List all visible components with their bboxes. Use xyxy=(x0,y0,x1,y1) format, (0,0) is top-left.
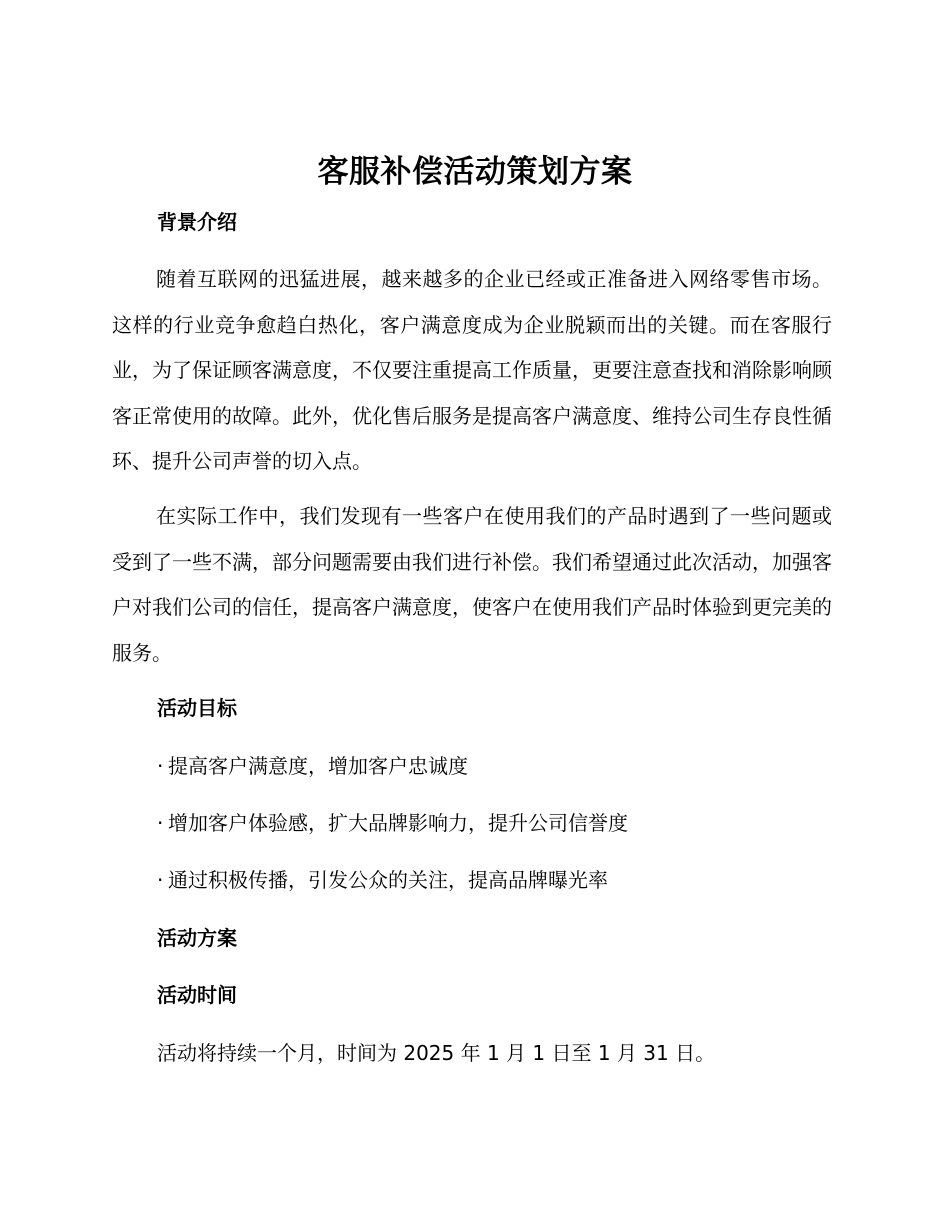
document-title: 客服补偿活动策划方案 xyxy=(317,154,633,190)
goal-item xyxy=(157,752,468,780)
goal-item-text: 提高客户满意度，增加客户忠诚度 xyxy=(168,754,468,778)
goal-item xyxy=(157,809,628,837)
goal-item xyxy=(157,866,608,894)
background-paragraph-1: 随着互联网的迅猛进展，越来越多的企业已经或正准备进入网络零售市场。这样的行业竞争愈趋白热化，客户满意度成为企业脱颖而出的关键。而在客服行业，为了保证顾客满意度，不仅要注重提高工作质量，更要注意查找和消除影响顾客正常使用的故障。此外，优化售后服务是提高客户满意度、维持公司生存良性循环、提升公司声誉的切入点。 xyxy=(112,267,832,473)
time-text: 活动将持续一个月，时间为 2025 年 1 月 1 日至 1 月 31 日。 xyxy=(157,1041,716,1065)
bullet-marker: · xyxy=(157,868,164,892)
background-paragraph-2: 在实际工作中，我们发现有一些客户在使用我们的产品时遇到了一些问题或受到了一些不满，部分问题需要由我们进行补偿。我们希望通过此次活动，加强客户对我们公司的信任，提高客户满意度，使客户在使用我们产品时体验到更完美的服务。 xyxy=(112,504,832,665)
bullet-marker: · xyxy=(157,754,164,778)
bullet-marker: · xyxy=(157,811,164,835)
time-heading: 活动时间 xyxy=(157,983,237,1007)
goals-heading: 活动目标 xyxy=(157,696,237,720)
plan-heading: 活动方案 xyxy=(157,926,237,950)
background-heading: 背景介绍 xyxy=(157,210,237,234)
goal-item-text: 增加客户体验感，扩大品牌影响力，提升公司信誉度 xyxy=(168,811,628,835)
goal-item-text: 通过积极传播，引发公众的关注，提高品牌曝光率 xyxy=(168,868,608,892)
